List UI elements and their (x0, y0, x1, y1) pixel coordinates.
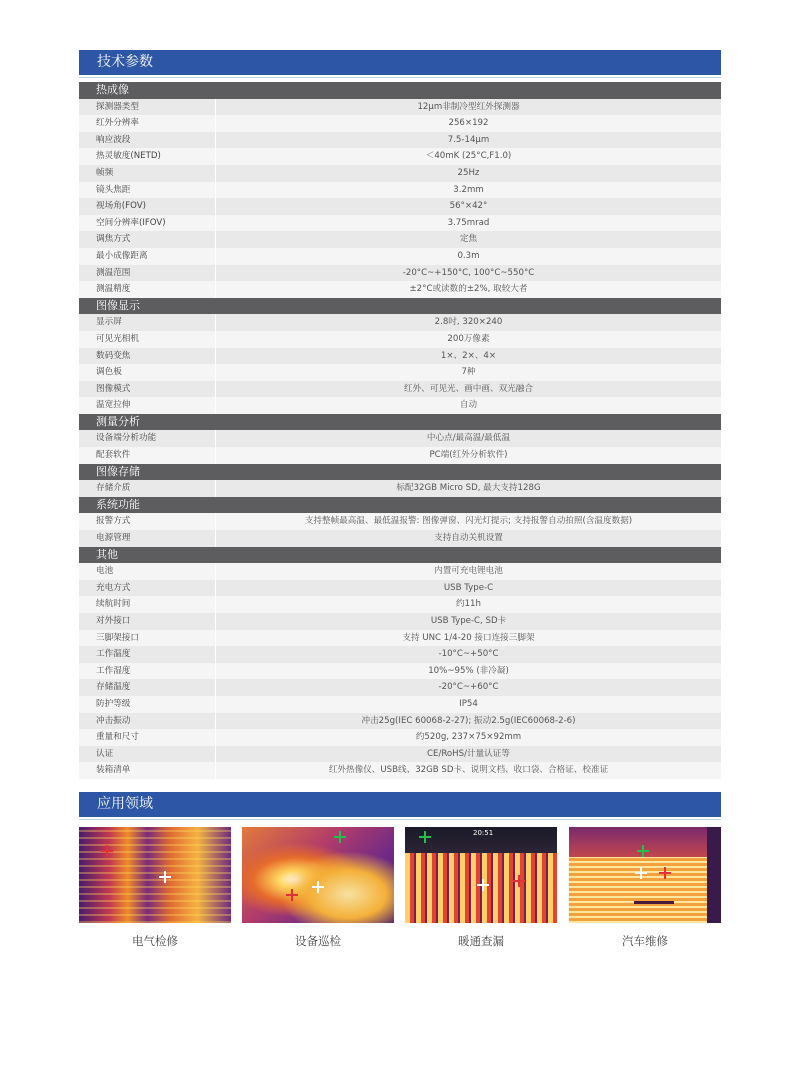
app-caption: 汽车维修 (622, 934, 668, 948)
spec-value: 支持自动关机设置 (434, 533, 503, 544)
spec-row (79, 563, 721, 580)
spec-row (79, 447, 721, 464)
center-point-marker-icon (159, 871, 171, 883)
spec-value: 12μm非制冷型红外探测器 (417, 101, 520, 112)
spec-row (79, 182, 721, 199)
spec-section-header: 热成像 (79, 82, 721, 99)
spec-value: 25Hz (457, 167, 480, 178)
min-temp-marker-icon (419, 831, 431, 843)
spec-value: ±2°C或读数的±2%, 取较大者 (409, 284, 528, 295)
spec-label: 图像模式 (79, 381, 216, 398)
thermal-image-auto (569, 827, 721, 923)
spec-row (79, 132, 721, 149)
spec-value: 10%~95% (非冷凝) (428, 665, 509, 676)
spec-value: 约520g, 237×75×92mm (415, 732, 522, 743)
spec-row (79, 231, 721, 248)
app-tile-auto (569, 827, 721, 949)
spec-value: 自动 (459, 400, 478, 411)
spec-row (79, 480, 721, 497)
spec-value: 支持 UNC 1/4-20 接口连接三脚架 (402, 632, 535, 643)
spec-value: 3.75mrad (447, 217, 490, 228)
spec-label: 测温精度 (79, 281, 216, 298)
min-temp-marker-icon (637, 845, 649, 857)
spec-row (79, 430, 721, 447)
spec-row (79, 265, 721, 282)
spec-label: 工作温度 (79, 646, 216, 663)
spec-value: USB Type-C (443, 582, 494, 593)
spec-row (79, 115, 721, 132)
spec-section-header: 其他 (79, 547, 721, 564)
screen-timestamp: 20:51 (473, 829, 494, 837)
spec-label: 续航时间 (79, 596, 216, 613)
max-temp-marker-icon (286, 889, 298, 901)
app-tile-equipment (242, 827, 394, 949)
spec-label: 调色板 (79, 364, 216, 381)
spec-value: 200万像素 (447, 333, 490, 344)
spec-label: 调焦方式 (79, 231, 216, 248)
thermal-image-electrical (79, 827, 231, 923)
spec-row (79, 630, 721, 647)
spec-value: -20°C~+150°C, 100°C~550°C (402, 267, 535, 278)
min-temp-marker-icon (334, 831, 346, 843)
spec-value: 2.8吋, 320×240 (434, 317, 503, 328)
spec-row (79, 314, 721, 331)
spec-label: 红外分辨率 (79, 115, 216, 132)
spec-row (79, 762, 721, 779)
spec-value: 内置可充电锂电池 (434, 566, 503, 577)
tech-specs-title: 技术参数 (97, 54, 153, 70)
spec-label: 电池 (79, 563, 216, 580)
spec-label: 设备端分析功能 (79, 430, 216, 447)
spec-row (79, 646, 721, 663)
spec-label: 空间分辨率(IFOV) (79, 215, 216, 232)
spec-row (79, 713, 721, 730)
spec-row (79, 530, 721, 547)
spec-row (79, 696, 721, 713)
spec-row (79, 331, 721, 348)
spec-table (79, 82, 721, 779)
spec-value: 56°×42° (449, 201, 488, 212)
thermal-image-equipment (242, 827, 394, 923)
spec-label: 配套软件 (79, 447, 216, 464)
app-tile-electrical (79, 827, 231, 949)
spec-row (79, 364, 721, 381)
spec-value: ＜40mK (25°C,F1.0) (425, 151, 512, 162)
spec-label: 重量和尺寸 (79, 729, 216, 746)
tech-specs-header (79, 50, 721, 75)
spec-label: 可见光相机 (79, 331, 216, 348)
center-point-marker-icon (477, 879, 489, 891)
spec-row (79, 679, 721, 696)
applications-gallery (79, 827, 721, 957)
spec-value: 定焦 (459, 234, 478, 245)
spec-value: PC端(红外分析软件) (429, 450, 508, 461)
spec-value: 0.3m (457, 250, 480, 261)
spec-label: 温宽拉伸 (79, 397, 216, 414)
spec-section-header: 测量分析 (79, 414, 721, 431)
spec-value: 1×、2×、4× (440, 350, 497, 361)
spec-label: 数码变焦 (79, 348, 216, 365)
spec-row (79, 613, 721, 630)
spec-row (79, 248, 721, 265)
spec-label: 探测器类型 (79, 99, 216, 116)
spec-row (79, 99, 721, 116)
spec-value: 红外热像仪、USB线、32GB SD卡、说明文档、收口袋、合格证、校准证 (328, 765, 609, 776)
spec-label: 冲击振动 (79, 713, 216, 730)
spec-value: 标配32GB Micro SD, 最大支持128G (396, 483, 541, 494)
spec-value: 支持整帧最高温、最低温报警: 图像弹窗、闪光灯提示; 支持报警自动拍照(含温度数据) (304, 516, 633, 527)
applications-header (79, 792, 721, 817)
center-point-marker-icon (635, 867, 647, 879)
spec-value: 冲击25g(IEC 60068-2-27); 振动2.5g(IEC60068-2-6) (361, 715, 576, 726)
spec-section-header: 图像显示 (79, 298, 721, 315)
spec-row (79, 381, 721, 398)
spec-row (79, 215, 721, 232)
spec-label: 帧频 (79, 165, 216, 182)
spec-value: 中心点/最高温/最低温 (426, 433, 511, 444)
spec-label: 对外接口 (79, 613, 216, 630)
spec-label: 工作湿度 (79, 663, 216, 680)
spec-label: 镜头焦距 (79, 182, 216, 199)
spec-value: -10°C~+50°C (438, 649, 499, 660)
spec-value: -20°C~+60°C (438, 682, 499, 693)
spec-label: 存储介质 (79, 480, 216, 497)
app-caption: 电气检修 (132, 934, 178, 948)
spec-row (79, 348, 721, 365)
spec-value: CE/RoHS/计量认证等 (427, 748, 510, 759)
spec-label: 热灵敏度(NETD) (79, 148, 216, 165)
spec-value: USB Type-C, SD卡 (430, 616, 507, 626)
spec-row (79, 198, 721, 215)
spec-row (79, 580, 721, 597)
thermal-image-hvac (405, 827, 557, 923)
spec-value: 约11h (456, 599, 481, 610)
max-temp-marker-icon (101, 845, 113, 857)
max-temp-marker-icon (659, 867, 671, 879)
spec-value: 红外、可见光、画中画、双光融合 (404, 383, 533, 394)
app-caption: 设备巡检 (295, 934, 341, 948)
spec-label: 显示屏 (79, 314, 216, 331)
spec-label: 存储温度 (79, 679, 216, 696)
spec-row (79, 596, 721, 613)
center-point-marker-icon (312, 881, 324, 893)
spec-label: 三脚架接口 (79, 630, 216, 647)
spec-label: 充电方式 (79, 580, 216, 597)
spec-row (79, 729, 721, 746)
spec-value: 3.2mm (453, 184, 484, 195)
spec-label: 装箱清单 (79, 762, 216, 779)
spec-row (79, 281, 721, 298)
spec-label: 认证 (79, 746, 216, 763)
spec-row (79, 165, 721, 182)
spec-value: 256×192 (448, 118, 489, 129)
spec-row (79, 513, 721, 530)
spec-value: IP54 (459, 698, 478, 709)
spec-row (79, 148, 721, 165)
app-tile-hvac (405, 827, 557, 949)
spec-label: 防护等级 (79, 696, 216, 713)
applications-title: 应用领域 (97, 796, 153, 812)
spec-label: 测温范围 (79, 265, 216, 282)
spec-section-header: 图像存储 (79, 464, 721, 481)
spec-row (79, 397, 721, 414)
spec-row (79, 746, 721, 763)
spec-section-header: 系统功能 (79, 497, 721, 514)
spec-value: 7.5-14μm (447, 134, 490, 145)
spec-value: 7种 (461, 367, 476, 378)
spec-label: 视场角(FOV) (79, 198, 216, 215)
spec-label: 电源管理 (79, 530, 216, 547)
max-temp-marker-icon (513, 875, 525, 887)
spec-label: 响应波段 (79, 132, 216, 149)
spec-row (79, 663, 721, 680)
app-caption: 暖通查漏 (458, 934, 504, 948)
spec-label: 最小成像距离 (79, 248, 216, 265)
spec-label: 报警方式 (79, 513, 216, 530)
